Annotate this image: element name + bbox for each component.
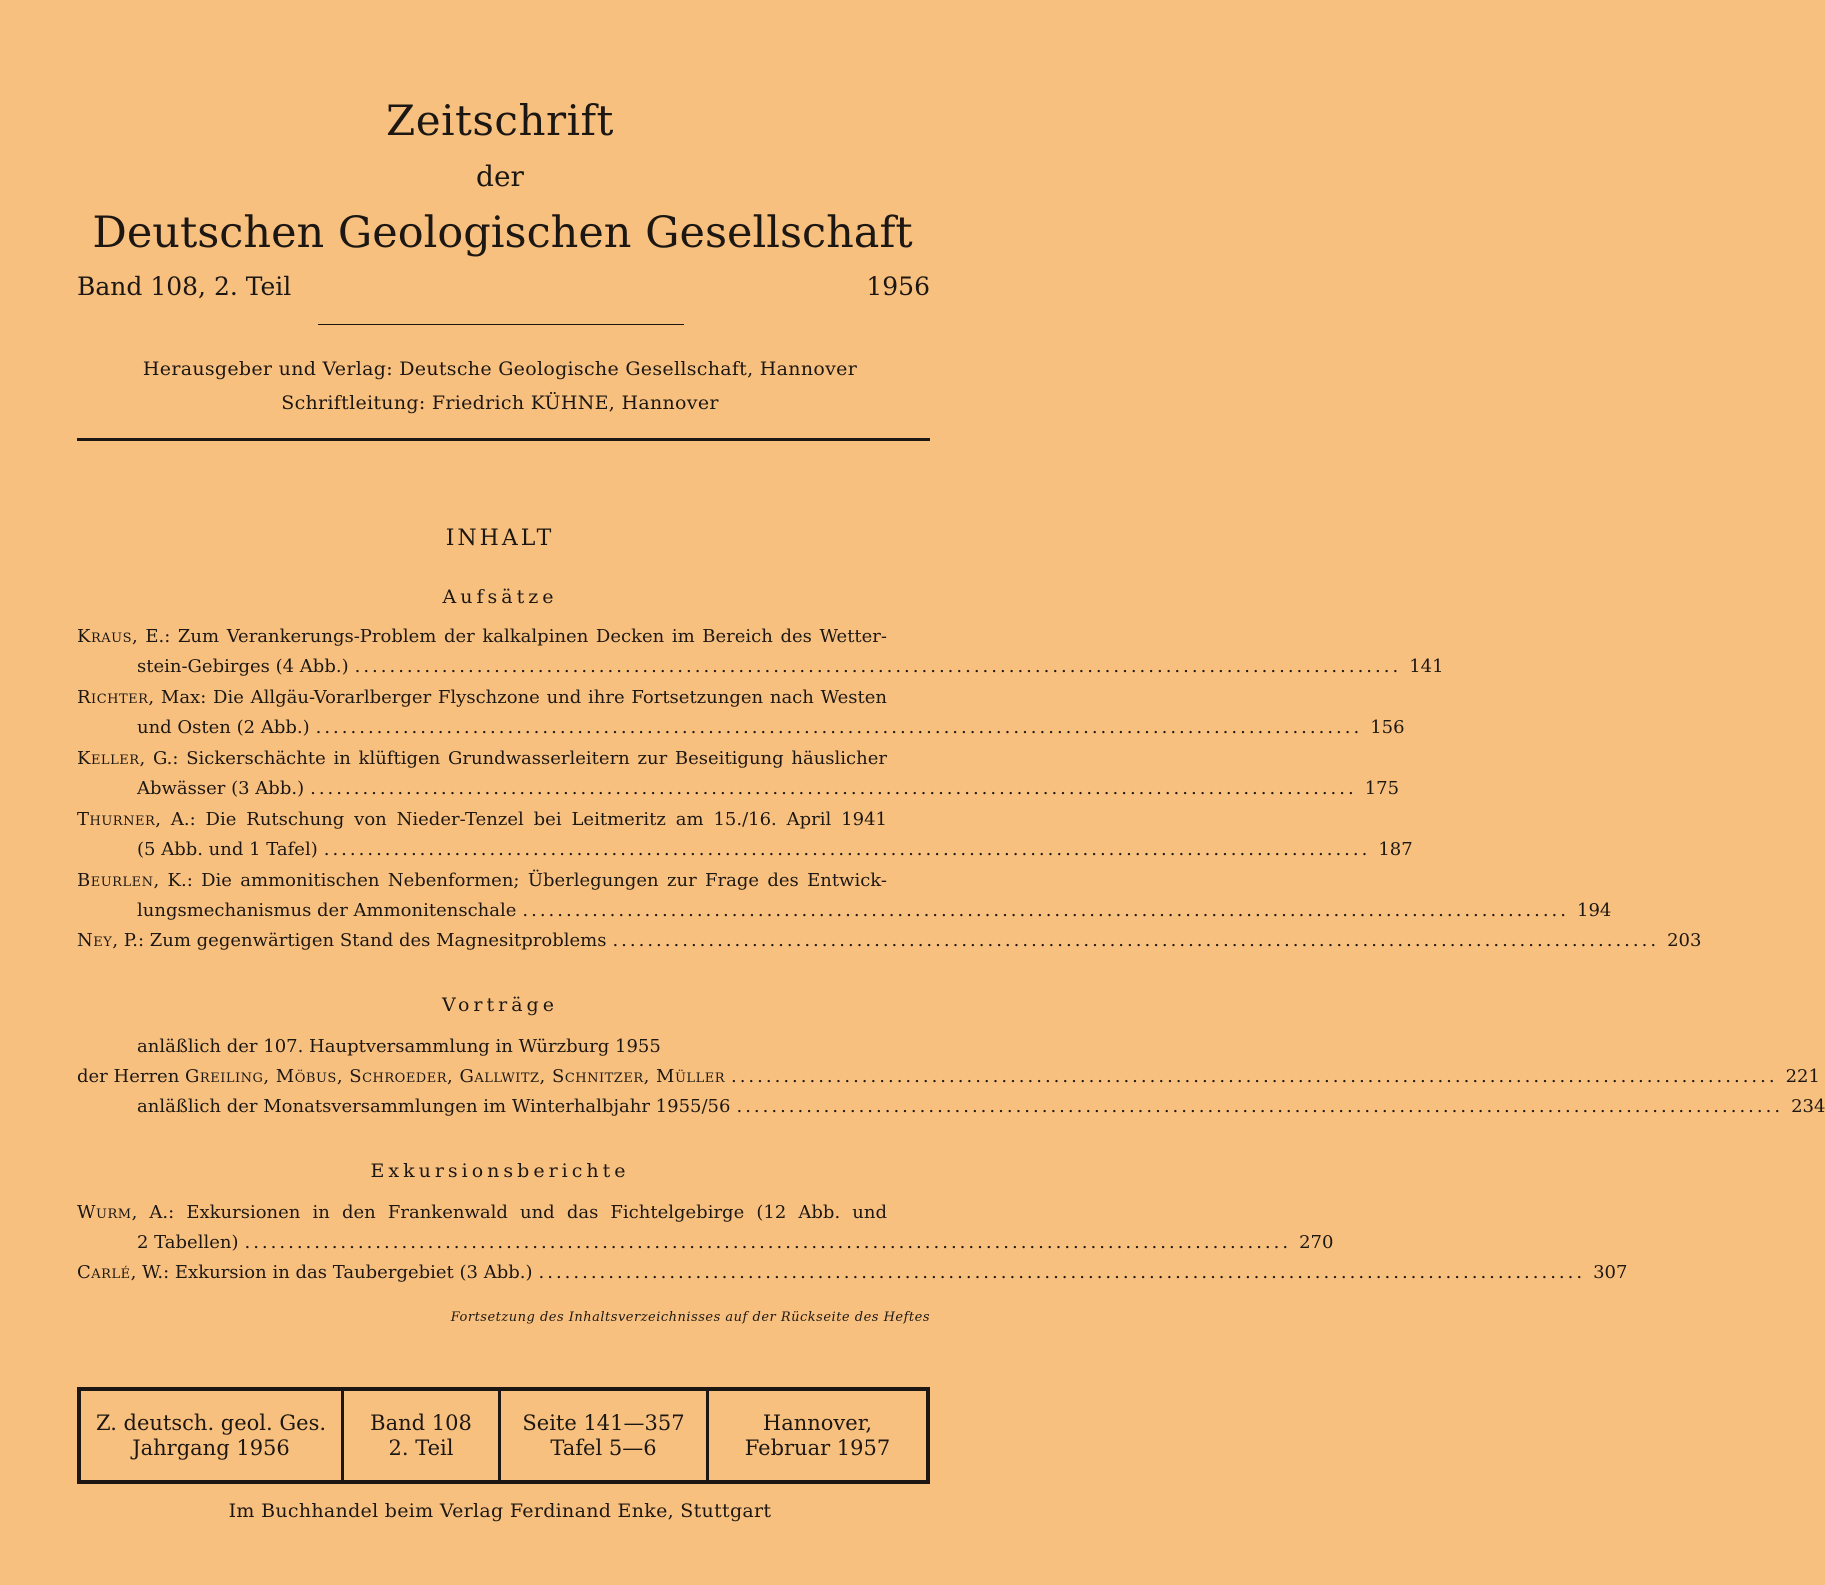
entry-page: 156: [1370, 717, 1405, 738]
vortrag-line: anläßlich der Monatsversammlungen im Winterhalbjahr 1955/56: [137, 1096, 731, 1117]
toc-entry: [77, 1198, 1334, 1258]
toc-entry: [77, 744, 1400, 804]
toc-entry: [77, 622, 1444, 682]
toc-entry: [77, 805, 1413, 865]
citation-plates: Tafel 5—6: [550, 1436, 657, 1460]
entry-initial: , W.:: [130, 1262, 170, 1283]
entry-author: Kraus: [77, 626, 132, 647]
entry-author: Beurlen: [77, 870, 154, 891]
citation-part: 2. Teil: [388, 1436, 454, 1460]
toc-entry: [77, 1032, 887, 1062]
entry-page: 175: [1364, 778, 1400, 799]
volume-year: 1956: [866, 272, 930, 301]
entry-page: 203: [1667, 930, 1702, 951]
toc-entry: [77, 1092, 1825, 1122]
entry-initial: , P.:: [112, 930, 145, 951]
section-heading-exkursionsberichte: Exkursionsberichte: [370, 1160, 630, 1182]
section-heading-vortraege: Vorträge: [442, 994, 558, 1016]
leader-dots: ........................................................................................................................: [244, 1232, 1292, 1253]
short-divider: [318, 324, 684, 325]
entry-initial: , G.:: [139, 748, 179, 769]
entry-author: Wurm: [77, 1202, 132, 1223]
entry-initial: , K.:: [153, 870, 193, 891]
entry-page: 187: [1378, 839, 1413, 860]
entry-title: Die Allgäu-Vorarlberger Flyschzone und ihre Fortsetzungen nach Westen: [213, 687, 887, 708]
citation-place-cell: [709, 1391, 926, 1480]
leader-dots: ........................................................................................................................: [612, 930, 1660, 951]
citation-box: [77, 1387, 930, 1484]
entry-author: Thurner: [77, 809, 156, 830]
entry-page: 270: [1299, 1232, 1334, 1253]
leader-dots: ........................................................................................................................: [310, 778, 1357, 799]
entry-title: Zum gegenwärtigen Stand des Magnesitproblems: [149, 930, 607, 951]
journal-title-line1: Zeitschrift: [386, 96, 614, 145]
journal-title-line3: Deutschen Geologischen Gesellschaft: [92, 208, 913, 258]
entry-title: Exkursionen in den Frankenwald und das Fichtelgebirge (12 Abb. und: [186, 1202, 887, 1223]
toc-entry: [77, 1258, 1628, 1288]
leader-dots: ........................................................................................................................: [730, 1066, 1778, 1087]
vortrag-prefix: der Herren: [77, 1066, 180, 1087]
entry-title-cont: Abwässer (3 Abb.): [137, 778, 305, 799]
vortrag-line: anläßlich der 107. Hauptversammlung in Würzburg 1955: [137, 1036, 661, 1057]
long-divider: [77, 438, 930, 441]
vortrag-names: Greiling, Möbus, Schroeder, Gallwitz, Schnitzer, Müller: [185, 1066, 725, 1087]
citation-journal: Z. deutsch. geol. Ges.: [95, 1411, 327, 1435]
entry-author: Carlé: [77, 1262, 131, 1283]
editor-line: Schriftleitung: Friedrich KÜHNE, Hannover: [281, 392, 719, 414]
leader-dots: ........................................................................................................................: [538, 1262, 1586, 1283]
entry-page: 307: [1593, 1262, 1628, 1283]
entry-title-cont: 2 Tabellen): [137, 1232, 239, 1253]
citation-pages: Seite 141—357: [522, 1411, 685, 1435]
leader-dots: ........................................................................................................................: [354, 656, 1402, 677]
citation-year: Jahrgang 1956: [132, 1436, 290, 1460]
entry-page: 194: [1577, 900, 1612, 921]
entry-title: Zum Verankerungs-Problem der kalkalpinen Decken im Bereich des Wetter-: [177, 626, 887, 647]
continued-note: Fortsetzung des Inhaltsverzeichnisses auf der Rückseite des Heftes: [450, 1310, 930, 1325]
footer-distribution: Im Buchhandel beim Verlag Ferdinand Enke, Stuttgart: [228, 1500, 772, 1522]
entry-page: 234: [1791, 1096, 1825, 1117]
leader-dots: ........................................................................................................................: [736, 1096, 1784, 1117]
entry-title-cont: stein-Gebirges (4 Abb.): [137, 656, 349, 677]
citation-pages-cell: [501, 1391, 709, 1480]
entry-title: Exkursion in das Taubergebiet (3 Abb.): [174, 1262, 533, 1283]
publisher-line: Herausgeber und Verlag: Deutsche Geologische Gesellschaft, Hannover: [142, 358, 858, 380]
entry-title: Sickerschächte in klüftigen Grundwasserleitern zur Beseitigung häuslicher: [186, 748, 887, 769]
entry-initial: , E.:: [132, 626, 171, 647]
entry-title-cont: und Osten (2 Abb.): [137, 717, 310, 738]
citation-place: Hannover,: [762, 1411, 873, 1435]
entry-title: Die ammonitischen Nebenformen; Überlegungen zur Frage des Entwick-: [201, 870, 887, 891]
leader-dots: ........................................................................................................................: [315, 717, 1363, 738]
citation-volume-cell: [344, 1391, 501, 1480]
entry-author: Ney: [77, 930, 113, 951]
toc-entry: [77, 866, 1612, 926]
citation-volume: Band 108: [370, 1411, 472, 1435]
entry-title-cont: (5 Abb. und 1 Tafel): [137, 839, 318, 860]
entry-initial: , Max:: [148, 687, 207, 708]
entry-initial: , A.:: [131, 1202, 175, 1223]
entry-title-cont: lungsmechanismus der Ammonitenschale: [137, 900, 517, 921]
leader-dots: ........................................................................................................................: [323, 839, 1371, 860]
entry-page: 221: [1785, 1066, 1820, 1087]
citation-date: Februar 1957: [744, 1436, 891, 1460]
toc-entry: [77, 683, 1405, 743]
journal-title-line2: der: [476, 160, 524, 193]
entry-author: Richter: [77, 687, 149, 708]
citation-journal-cell: [81, 1391, 344, 1480]
entry-page: 141: [1409, 656, 1444, 677]
volume-label: Band 108, 2. Teil: [77, 272, 292, 301]
entry-initial: , A.:: [155, 809, 196, 830]
toc-entry: [77, 1062, 1820, 1092]
entry-author: Keller: [77, 748, 140, 769]
entry-title: Die Rutschung von Nieder-Tenzel bei Leitmeritz am 15./16. April 1941: [205, 809, 887, 830]
toc-entry: [77, 926, 1702, 956]
section-heading-aufsaetze: Aufsätze: [442, 586, 558, 608]
contents-heading: INHALT: [445, 526, 555, 551]
leader-dots: ........................................................................................................................: [522, 900, 1569, 921]
